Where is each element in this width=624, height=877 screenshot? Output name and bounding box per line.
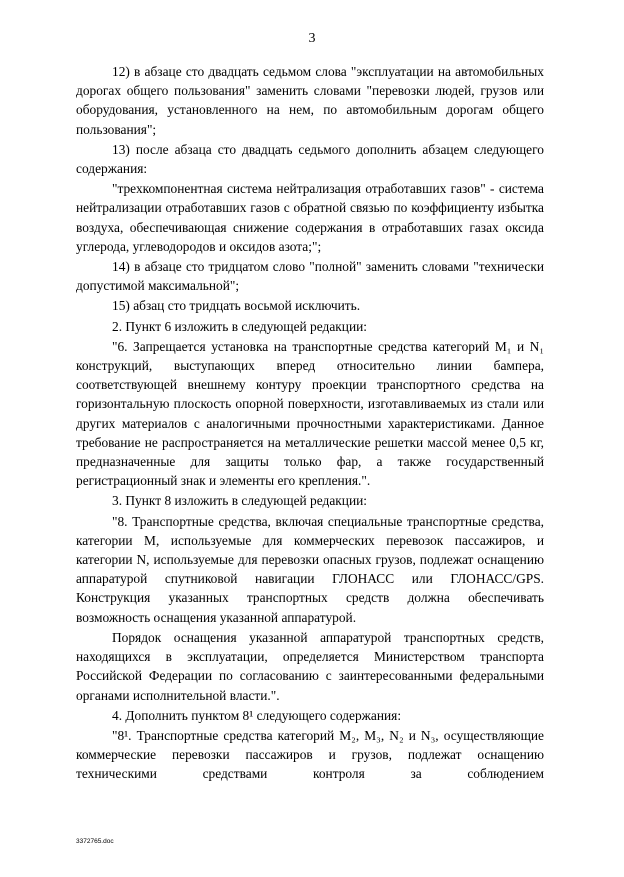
paragraph-14: 14) в абзаце сто тридцатом слово "полной" заменить словами "технически допустимой максимальной"; bbox=[76, 259, 544, 294]
footer-filename: 3372765.doc bbox=[76, 838, 114, 845]
document-body bbox=[76, 62, 544, 784]
paragraph-point-3: 3. Пункт 8 изложить в следующей редакции: bbox=[112, 493, 368, 509]
paragraph-13: 13) после абзаца сто двадцать седьмого дополнить абзацем следующего содержания: bbox=[76, 141, 544, 177]
paragraph-point-2: 2. Пункт 6 изложить в следующей редакции: bbox=[112, 318, 368, 334]
paragraph-point-8-1: "8¹. Транспортные средства категорий M₂, M₃, N₂ и N₃, осуществляющие коммерческие перевозки пассажиров и грузов, подлежат оснащению техническими средствами контроля за соблюдением bbox=[76, 727, 544, 782]
paragraph-point-4: 4. Дополнить пунктом 8¹ следующего содержания: bbox=[112, 707, 402, 723]
paragraph-procedure: Порядок оснащения указанной аппаратурой транспортных средств, находящихся в эксплуатации, определяется Министерством транспорта Российской Федерации по согласованию с заинтересованными федеральными органами исполнительной власти.". bbox=[76, 629, 544, 703]
paragraph-point-6: "6. Запрещается установка на транспортные средства категорий M₁ и N₁ конструкций, выступающих вперед относительно линии бампера, соответствующей внешнему контуру проекции транспортного средства на горизонтальную плоскость опорной поверхности, изготавливаемых из стали или других материалов с аналогичными прочностными характеристиками. Данное требование не распространяется на металлические решетки массой менее 0,5 кг, предназначенные для защиты только фар, а также государственный регистрационный знак и элементы его крепления.". bbox=[76, 338, 544, 489]
paragraph-12: 12) в абзаце сто двадцать седьмом слова "эксплуатации на автомобильных дорогах общего пользования" заменить словами "перевозки людей, грузов или оборудования, установленного на нем, по автомобильным дорогам общего пользования"; bbox=[76, 64, 544, 137]
paragraph-definition: "трехкомпонентная система нейтрализация отработавших газов" - система нейтрализации отработавших газов с обратной связью по коэффициенту избытка воздуха, обеспечивающая снижение содержания в отработавших газах оксида углерода, углеводородов и оксидов азота;"; bbox=[76, 181, 544, 254]
paragraph-15: 15) абзац сто тридцать восьмой исключить. bbox=[112, 298, 361, 314]
paragraph-point-8: "8. Транспортные средства, включая специальные транспортные средства, категории M, используемые для коммерческих перевозок пассажиров, и категории N, используемые для перевозки опасных грузов, подлежат оснащению аппаратурой спутниковой навигации ГЛОНАСС или ГЛОНАСС/GPS. Конструкция указанных транспортных средств должна обеспечивать возможность оснащения указанной аппаратурой. bbox=[76, 513, 544, 625]
page-number: 3 bbox=[308, 31, 316, 46]
